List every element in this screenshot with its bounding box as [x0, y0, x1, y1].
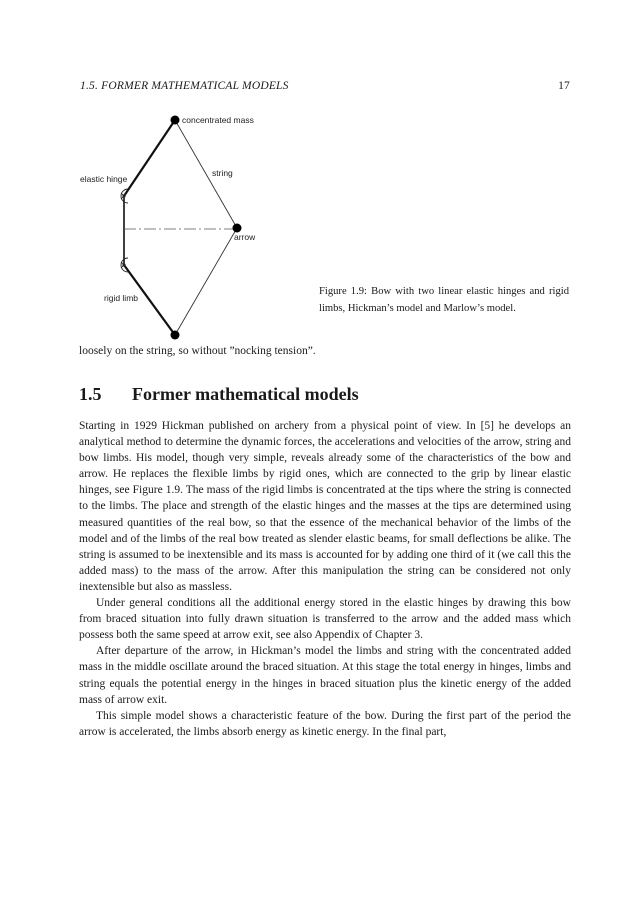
section-heading — [79, 384, 571, 405]
label-string: string — [212, 168, 233, 178]
continuation-text: loosely on the string, so without ”nocking tension”. — [79, 345, 316, 357]
paragraph-1: Starting in 1929 Hickman published on archery from a physical point of view. In [5] he develops an analytical method to determine the dynamic forces, the accelerations and velocities of the arrow, string and bow limbs. His model, though very simple, reveals already some of the characteristics of the bow and arrow. He replaces the flexible limbs by rigid ones, which are connected to the grip by linear elastic hinges, see Figure 1.9. The mass of the rigid limbs is concentrated at the tips where the string is connected to the limbs. The place and strength of the elastic hinges and the masses at the tips are determined using measured quantities of the real bow, so that the essence of the mechanical behavior of the limbs of the model and of the limbs of the real bow treated as slender elastic beams, for small deflections be alike. The string is assumed to be inextensible and its mass is accounted for by adding one third of it (we call this the added mass) to the mass of the arrow. After this manipulation the string can be considered not only inextensible but also as massless. — [79, 420, 571, 593]
label-rigid-limb: rigid limb — [104, 293, 139, 303]
string-lower — [175, 228, 237, 335]
running-title: 1.5. FORMER MATHEMATICAL MODELS — [80, 80, 289, 92]
body-text — [79, 418, 571, 740]
paragraph-2: Under general conditions all the additional energy stored in the elastic hinges by drawing this bow from braced situation into fully drawn situation is transferred to the arrow and the added mass which possess both the same speed at arrow exit, see also Appendix of Chapter 3. — [79, 597, 571, 642]
paragraph-4: This simple model shows a characteristic feature of the bow. During the first part of the period the arrow is accelerated, the limbs absorb energy as kinetic energy. In the final part, — [79, 709, 571, 738]
label-arrow: arrow — [234, 232, 256, 242]
lower-concentrated-mass — [171, 331, 180, 340]
paragraph-3: After departure of the arrow, in Hickman’s model the limbs and string with the concentrated added mass in the middle oscillate around the braced situation. At this stage the total energy in hinges, limbs and string equals the potential energy in the hinges in braced situation plus the kinetic energy of the added mass of arrow exit. — [79, 645, 571, 706]
upper-concentrated-mass — [171, 116, 180, 125]
page-number: 17 — [558, 80, 570, 92]
label-elastic-hinge: elastic hinge — [80, 174, 128, 184]
upper-rigid-limb — [124, 120, 175, 196]
section-title: Former mathematical models — [132, 384, 359, 404]
section-number: 1.5 — [79, 384, 102, 404]
label-concentrated-mass: concentrated mass — [182, 115, 254, 125]
figure-caption: Figure 1.9: Bow with two linear elastic hinges and rigid limbs, Hickman’s model and Marlow’s model. — [319, 286, 569, 314]
